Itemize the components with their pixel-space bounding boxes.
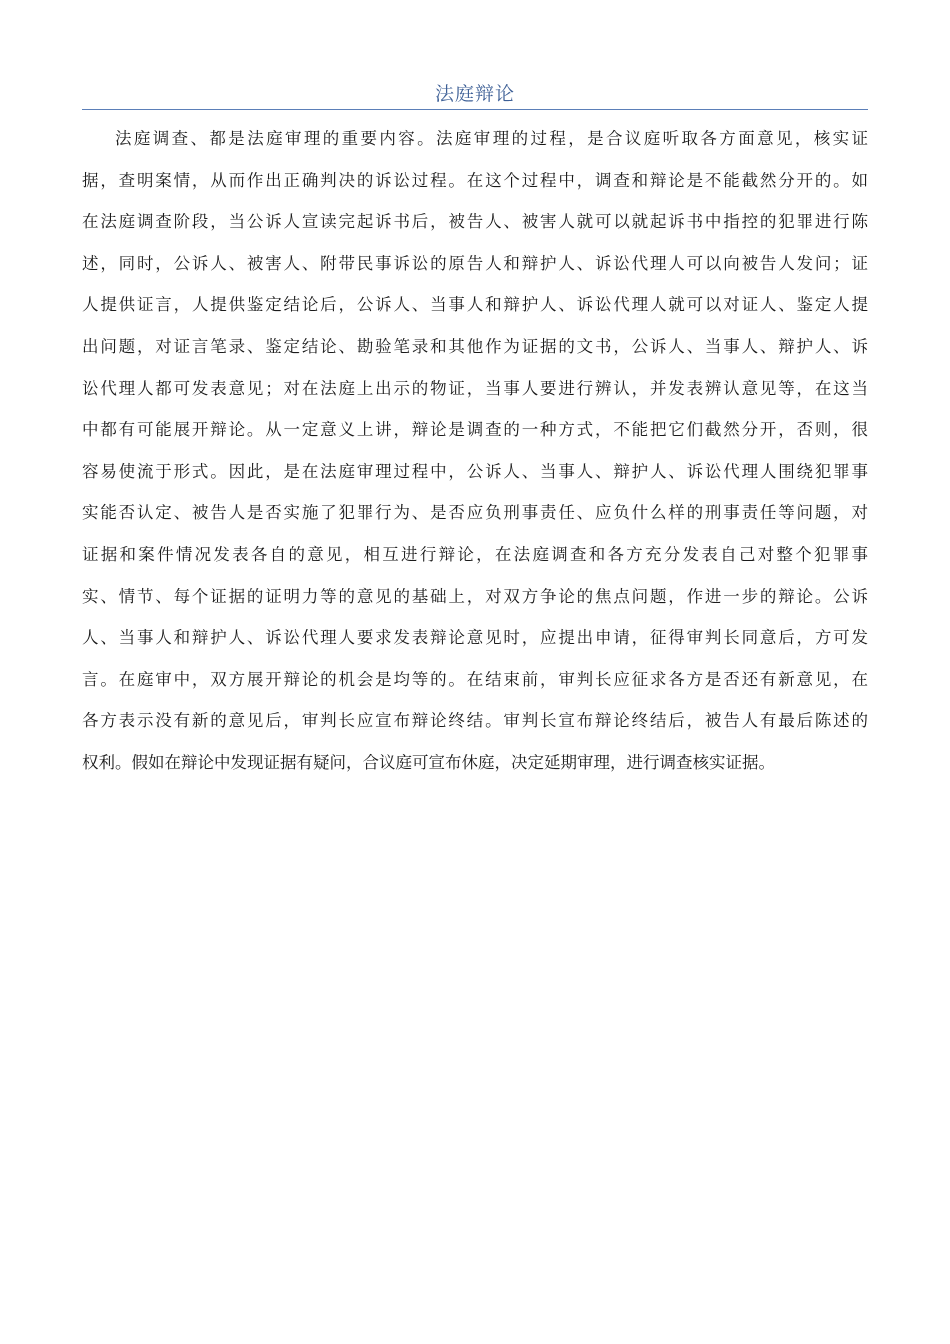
paragraph-line: 人提供证言，人提供鉴定结论后，公诉人、当事人和辩护人、诉讼代理人就可以对证人、鉴定人提 [82,295,868,315]
paragraph-line: 实、情节、每个证据的证明力等的意见的基础上，对双方争论的焦点问题，作进一步的辩论。公诉 [82,586,868,606]
document-title: 法庭辩论 [434,83,515,105]
paragraph-line: 言。在庭审中，双方展开辩论的机会是均等的。在结束前，审判长应征求各方是否还有新意见，在 [82,669,868,689]
document-header [82,80,868,110]
paragraph-line: 述，同时，公诉人、被害人、附带民事诉讼的原告人和辩护人、诉讼代理人可以向被告人发问；证 [82,253,868,273]
paragraph-line: 证据和案件情况发表各自的意见，相互进行辩论，在法庭调查和各方充分发表自己对整个犯罪事 [82,544,868,564]
paragraph-line: 讼代理人都可发表意见；对在法庭上出示的物证，当事人要进行辨认，并发表辨认意见等，在这当 [82,378,868,398]
paragraph-line: 出问题，对证言笔录、鉴定结论、勘验笔录和其他作为证据的文书，公诉人、当事人、辩护人、诉 [82,336,868,356]
document-body [82,122,868,788]
paragraph-line: 权利。假如在辩论中发现证据有疑问，合议庭可宣布休庭，决定延期审理，进行调查核实证据。 [82,752,775,772]
paragraph-line: 法庭调查、都是法庭审理的重要内容。法庭审理的过程，是合议庭听取各方面意见，核实证 [115,129,868,148]
paragraph-line: 人、当事人和辩护人、诉讼代理人要求发表辩论意见时，应提出申请，征得审判长同意后，方可发 [82,628,868,648]
paragraph-line: 在法庭调查阶段，当公诉人宣读完起诉书后，被告人、被害人就可以就起诉书中指控的犯罪进行陈 [82,212,868,232]
paragraph-line: 中都有可能展开辩论。从一定意义上讲，辩论是调查的一种方式，不能把它们截然分开，否则，很 [82,420,868,440]
paragraph-line: 容易使流于形式。因此，是在法庭审理过程中，公诉人、当事人、辩护人、诉讼代理人围绕犯罪事 [82,461,868,481]
paragraph-line: 各方表示没有新的意见后，审判长应宣布辩论终结。审判长宣布辩论终结后，被告人有最后陈述的 [82,711,868,731]
paragraph-line: 据，查明案情，从而作出正确判决的诉讼过程。在这个过程中，调查和辩论是不能截然分开的。如 [82,170,868,190]
paragraph-line: 实能否认定、被告人是否实施了犯罪行为、是否应负刑事责任、应负什么样的刑事责任等问题，对 [82,503,868,523]
